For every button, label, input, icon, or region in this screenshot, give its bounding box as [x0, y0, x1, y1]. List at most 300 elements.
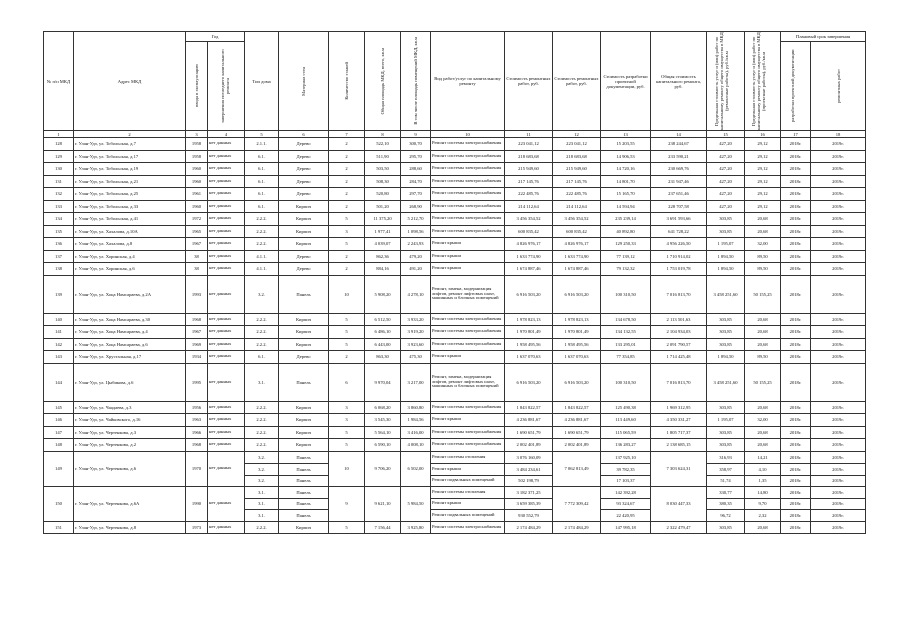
limit-cost2-cell: 50 155,25	[745, 275, 781, 313]
limit-cost2-cell: 1,35	[745, 475, 781, 487]
address-cell: г. Улан-Удэ, ул. Чаадаева, д.3	[74, 401, 186, 414]
last-repair-cell: нет данных	[208, 200, 245, 213]
repair-cost-cell: 222 485,76	[505, 188, 553, 201]
house-type-cell: 2.2.2.	[245, 521, 279, 534]
last-repair-cell: нет данных	[208, 439, 245, 452]
address-cell: г. Улан-Удэ, ул. Хахалова, д.8	[74, 238, 186, 251]
total-area-cell: 863,30	[365, 351, 401, 364]
work-type-cell: Ремонт крыши	[431, 250, 505, 263]
total-area-cell: 3 545,30	[365, 414, 401, 427]
address-cell: г. Улан-Удэ, ул. Хрустальная, д.17	[74, 351, 186, 364]
work-type-cell: Ремонт системы электроснабжения	[431, 338, 505, 351]
address-cell: г. Улан-Удэ, ул. Тобольская, д.17	[74, 150, 186, 163]
column-number: 6	[279, 131, 329, 138]
total-cost-cell: 1 805 717,37	[651, 426, 707, 439]
total-cost-cell: 641 728,22	[651, 225, 707, 238]
address-cell: г. Улан-Удэ, ул. Тобольская, д.19	[74, 163, 186, 176]
house-type-cell: 2.1.1.	[245, 138, 279, 151]
house-type-cell: 6.1.	[245, 200, 279, 213]
last-repair-cell: нет данных	[208, 163, 245, 176]
last-repair-cell: нет данных	[208, 414, 245, 427]
material-cell: Панель	[279, 510, 329, 522]
limit-cost2-cell: 20,68	[745, 313, 781, 326]
work-type-cell: Ремонт, замена, модернизация лифтов, ремонт лифтовых шахт, машинных и блочных помещений	[431, 363, 505, 401]
residential-area-cell: 3 919,20	[401, 326, 431, 339]
row-number: 133	[44, 200, 74, 213]
house-type-cell: 4.1.1.	[245, 263, 279, 276]
year-built-cell: 1966	[186, 426, 208, 439]
row-number: 128	[44, 138, 74, 151]
design-cost-cell: 136 283,27	[601, 439, 651, 452]
floors-cell: 2	[329, 351, 365, 364]
repair-cost-total-cell: 214 112,64	[553, 200, 601, 213]
repair-cost-total-cell: 1 978 823,13	[553, 313, 601, 326]
house-type-cell: 2.2.2.	[245, 225, 279, 238]
last-repair-cell: нет данных	[208, 426, 245, 439]
design-cost-cell: 79 132,32	[601, 263, 651, 276]
column-number: 17	[781, 131, 811, 138]
repair-cost-cell: 930 552,79	[505, 510, 553, 522]
address-cell: г. Улан-Удэ, ул. Тобольская, д.25	[74, 188, 186, 201]
row-number: 150	[44, 487, 74, 522]
deadline-repair-cell: 2019г.	[811, 487, 866, 499]
limit-cost1-cell: 96,72	[707, 510, 745, 522]
total-area-cell: 1 977,41	[365, 225, 401, 238]
limit-cost1-cell: 1 894,50	[707, 263, 745, 276]
table-row	[44, 313, 866, 326]
row-number: 131	[44, 175, 74, 188]
house-type-cell: 2.2.2.	[245, 238, 279, 251]
deadline-design-cell: 2018г.	[781, 200, 811, 213]
deadline-design-cell: 2018г.	[781, 250, 811, 263]
residential-area-cell: 4 008,10	[401, 439, 431, 452]
table-body	[44, 138, 866, 534]
deadline-repair-cell: 2019г.	[811, 475, 866, 487]
deadline-repair-cell: 2019г.	[811, 175, 866, 188]
hdr-total-cost: Общая стоимость капитального ремонта, руб.	[651, 32, 707, 131]
table-row	[44, 225, 866, 238]
repair-cost-total-cell: 600 835,42	[553, 225, 601, 238]
repair-cost-total-cell: 1 958 495,56	[553, 338, 601, 351]
row-number: 137	[44, 250, 74, 263]
total-cost-cell: 2 322 479,47	[651, 521, 707, 534]
limit-cost2-cell: 2,32	[745, 510, 781, 522]
repair-cost-cell: 1 674 887,46	[505, 263, 553, 276]
limit-cost1-cell: 380,35	[707, 498, 745, 510]
total-cost-cell: 7 016 813,70	[651, 363, 707, 401]
material-cell: Кирпич	[279, 401, 329, 414]
year-built-cell: 1968	[186, 439, 208, 452]
design-cost-cell: 235 239,14	[601, 213, 651, 226]
total-cost-cell: 8 030 447,33	[651, 487, 707, 522]
limit-cost2-cell: 29,12	[745, 175, 781, 188]
limit-cost1-cell: 427,20	[707, 163, 745, 176]
last-repair-cell: нет данных	[208, 150, 245, 163]
hdr-year-last-repair-text: завершения последнего капитального ремонта	[220, 48, 230, 123]
repair-cost-cell: 3 182 371,25	[505, 487, 553, 499]
repair-cost-total-cell: 2 002 401,89	[553, 439, 601, 452]
last-repair-cell: нет данных	[208, 313, 245, 326]
column-number: 9	[401, 131, 431, 138]
deadline-design-cell: 2018г.	[781, 510, 811, 522]
design-cost-cell: 40 892,80	[601, 225, 651, 238]
row-number: 140	[44, 313, 74, 326]
limit-cost1-cell: 303,85	[707, 401, 745, 414]
repair-cost-cell: 6 916 503,20	[505, 275, 553, 313]
total-area-cell: 5 908,20	[365, 275, 401, 313]
work-type-cell: Ремонт системы электроснабжения	[431, 439, 505, 452]
row-number: 145	[44, 401, 74, 414]
total-cost-cell: 231 947,46	[651, 175, 707, 188]
design-cost-cell: 134 132,55	[601, 326, 651, 339]
hdr-wall-material-text: Материал стен	[301, 66, 307, 96]
last-repair-cell: нет данных	[208, 213, 245, 226]
last-repair-cell: нет данных	[208, 338, 245, 351]
floors-cell: 2	[329, 263, 365, 276]
total-cost-cell: 2 091 790,57	[651, 338, 707, 351]
last-repair-cell: нет данных	[208, 363, 245, 401]
table-row	[44, 414, 866, 427]
limit-cost2-cell: 20,68	[745, 225, 781, 238]
address-cell: г. Улан-Удэ, ул. Хахалова, д.10А	[74, 225, 186, 238]
row-number: 144	[44, 363, 74, 401]
material-cell: Кирпич	[279, 225, 329, 238]
year-built-cell: 1958	[186, 150, 208, 163]
total-cost-cell: 228 707,58	[651, 200, 707, 213]
column-number: 1	[44, 131, 74, 138]
residential-area-cell: 3 925,80	[401, 521, 431, 534]
material-cell: Панель	[279, 275, 329, 313]
total-area-cell: 6 590,10	[365, 439, 401, 452]
address-cell: г. Улан-Удэ, ул. Тобольская, д.33	[74, 200, 186, 213]
house-type-cell: 3.1.	[245, 498, 279, 510]
house-type-cell: 3.1.	[245, 487, 279, 499]
table-row	[44, 487, 866, 499]
hdr-limit-cost2-text: Предельная стоимость услуг и (или) работ по капитальному ремонту общего имущества в МКД (проектные работы), руб./кв.м	[750, 32, 766, 130]
total-cost-cell: 237 651,46	[651, 188, 707, 201]
material-cell: Панель	[279, 464, 329, 476]
year-built-cell: 38	[186, 250, 208, 263]
deadline-design-cell: 2018г.	[781, 213, 811, 226]
repair-cost-cell: 215 949,60	[505, 163, 553, 176]
hdr-year-built	[186, 41, 208, 130]
house-type-cell: 3.2.	[245, 451, 279, 464]
repair-cost-cell: 3 076 160,09	[505, 451, 553, 464]
limit-cost1-cell: 427,20	[707, 175, 745, 188]
year-built-cell: 1956	[186, 401, 208, 414]
repair-cost-total-cell: 215 949,60	[553, 163, 601, 176]
table-row	[44, 175, 866, 188]
year-built-cell: 1995	[186, 363, 208, 401]
house-type-cell: 3.2.	[245, 464, 279, 476]
hdr-residential-area-text: В том числе площадь помещений МКД, кв.м	[413, 37, 419, 125]
year-built-cell: 1934	[186, 351, 208, 364]
design-cost-cell: 125 490,38	[601, 401, 651, 414]
house-type-cell: 4.1.1.	[245, 250, 279, 263]
repair-cost-total-cell: 6 916 503,20	[553, 363, 601, 401]
deadline-repair-cell: 2019г.	[811, 238, 866, 251]
floors-cell: 5	[329, 326, 365, 339]
table-row	[44, 275, 866, 313]
limit-cost2-cell: 20,68	[745, 326, 781, 339]
work-type-cell: Ремонт системы отопления	[431, 451, 505, 464]
repair-cost-total-cell: 2 174 484,29	[553, 521, 601, 534]
hdr-deadline-repair-text: ремонтных работ	[835, 68, 841, 103]
material-cell: Панель	[279, 475, 329, 487]
residential-area-cell: 491,20	[401, 263, 431, 276]
year-built-cell: 1965	[186, 225, 208, 238]
house-type-cell: 2.2.2.	[245, 439, 279, 452]
deadline-repair-cell: 2019г.	[811, 439, 866, 452]
total-cost-cell: 4 956 226,50	[651, 238, 707, 251]
work-type-cell: Ремонт крыши	[431, 238, 505, 251]
year-built-cell: 1960	[186, 163, 208, 176]
total-cost-cell: 7 303 624,31	[651, 451, 707, 487]
last-repair-cell: нет данных	[208, 521, 245, 534]
work-type-cell: Ремонт системы электроснабжения	[431, 175, 505, 188]
row-number: 149	[44, 451, 74, 487]
table-row	[44, 263, 866, 276]
deadline-design-cell: 2018г.	[781, 175, 811, 188]
table-row	[44, 326, 866, 339]
work-type-cell: Ремонт системы электроснабжения	[431, 401, 505, 414]
repair-cost-cell: 1 633 774,90	[505, 250, 553, 263]
material-cell: Дерево	[279, 138, 329, 151]
total-area-cell: 7 156,44	[365, 521, 401, 534]
total-cost-cell: 3 691 593,66	[651, 213, 707, 226]
limit-cost1-cell: 303,85	[707, 439, 745, 452]
hdr-cost1: Стоимость ремонтных работ, руб.	[505, 32, 553, 131]
table-row	[44, 351, 866, 364]
design-cost-cell: 137 925,10	[601, 451, 651, 464]
total-cost-cell: 1 969 312,95	[651, 401, 707, 414]
address-cell: г. Улан-Удэ, ул. Тобольская, д.7	[74, 138, 186, 151]
total-area-cell: 503,50	[365, 163, 401, 176]
residential-area-cell: 297,70	[401, 188, 431, 201]
limit-cost2-cell: 29,12	[745, 163, 781, 176]
house-type-cell: 6.1.	[245, 175, 279, 188]
deadline-design-cell: 2018г.	[781, 426, 811, 439]
column-number: 13	[601, 131, 651, 138]
limit-cost1-cell: 303,85	[707, 426, 745, 439]
work-type-cell: Ремонт подвальных помещений	[431, 475, 505, 487]
floors-cell: 10	[329, 275, 365, 313]
floors-cell: 5	[329, 313, 365, 326]
repair-cost-cell: 6 916 503,20	[505, 363, 553, 401]
material-cell: Кирпич	[279, 338, 329, 351]
limit-cost2-cell: 20,68	[745, 521, 781, 534]
row-number: 139	[44, 275, 74, 313]
floors-cell: 2	[329, 150, 365, 163]
deadline-design-cell: 2018г.	[781, 498, 811, 510]
year-built-cell: 1961	[186, 188, 208, 201]
year-built-cell: 1990	[186, 487, 208, 522]
material-cell: Панель	[279, 363, 329, 401]
material-cell: Кирпич	[279, 238, 329, 251]
total-cost-cell: 230 669,76	[651, 163, 707, 176]
limit-cost2-cell: 29,12	[745, 188, 781, 201]
repair-cost-total-cell: 1 637 070,63	[553, 351, 601, 364]
last-repair-cell: нет данных	[208, 263, 245, 276]
limit-cost1-cell: 303,85	[707, 225, 745, 238]
address-cell: г. Улан-Удэ, ул. Чайковского, д.16	[74, 414, 186, 427]
deadline-repair-cell: 2019г.	[811, 401, 866, 414]
residential-area-cell: 1 098,56	[401, 225, 431, 238]
deadline-repair-cell: 2019г.	[811, 250, 866, 263]
limit-cost2-cell: 20,68	[745, 426, 781, 439]
repair-cost-total-cell: 223 041,12	[553, 138, 601, 151]
limit-cost1-cell: 303,85	[707, 338, 745, 351]
table-row	[44, 200, 866, 213]
limit-cost1-cell: 303,85	[707, 521, 745, 534]
hdr-deadline-group: Плановый срок завершения	[781, 32, 866, 42]
table-row	[44, 150, 866, 163]
work-type-cell: Ремонт системы электроснабжения	[431, 150, 505, 163]
floors-cell: 6	[329, 363, 365, 401]
house-type-cell: 2.2.2.	[245, 313, 279, 326]
year-built-cell: 1967	[186, 326, 208, 339]
material-cell: Панель	[279, 451, 329, 464]
material-cell: Дерево	[279, 175, 329, 188]
table-row	[44, 163, 866, 176]
repair-cost-cell: 217 145,76	[505, 175, 553, 188]
work-type-cell: Ремонт системы электроснабжения	[431, 200, 505, 213]
table-row	[44, 426, 866, 439]
house-type-cell: 2.2.2.	[245, 426, 279, 439]
hdr-design-cost: Стоимость разработки проектной документации, руб.	[601, 32, 651, 131]
material-cell: Кирпич	[279, 414, 329, 427]
total-area-cell: 508,30	[365, 175, 401, 188]
repair-cost-cell: 2 002 401,89	[505, 439, 553, 452]
residential-area-cell: 479,20	[401, 250, 431, 263]
limit-cost2-cell: 14,80	[745, 487, 781, 499]
last-repair-cell: нет данных	[208, 401, 245, 414]
row-number: 147	[44, 426, 74, 439]
floors-cell: 5	[329, 338, 365, 351]
row-number: 138	[44, 263, 74, 276]
table-row	[44, 451, 866, 464]
design-cost-cell: 100 310,50	[601, 275, 651, 313]
year-built-cell: 1972	[186, 213, 208, 226]
total-area-cell: 501,20	[365, 200, 401, 213]
row-number: 146	[44, 414, 74, 427]
total-cost-cell: 1 710 914,02	[651, 250, 707, 263]
work-type-cell: Ремонт системы электроснабжения	[431, 138, 505, 151]
limit-cost1-cell: 3 458 251,60	[707, 275, 745, 313]
material-cell: Панель	[279, 498, 329, 510]
hdr-address: Адрес МКД	[74, 32, 186, 131]
floors-cell: 2	[329, 138, 365, 151]
material-cell: Кирпич	[279, 521, 329, 534]
design-cost-cell: 115 065,59	[601, 426, 651, 439]
material-cell: Дерево	[279, 150, 329, 163]
work-type-cell: Ремонт системы электроснабжения	[431, 213, 505, 226]
limit-cost2-cell: 20,68	[745, 439, 781, 452]
repair-cost-total-cell: 7 062 813,49	[553, 451, 601, 487]
total-cost-cell: 2 138 685,15	[651, 439, 707, 452]
limit-cost2-cell: 20,68	[745, 338, 781, 351]
deadline-repair-cell: 2019г.	[811, 275, 866, 313]
limit-cost1-cell: 427,20	[707, 200, 745, 213]
repair-cost-cell: 502 198,79	[505, 475, 553, 487]
work-type-cell: Ремонт крыши	[431, 414, 505, 427]
repair-cost-cell: 1 843 822,57	[505, 401, 553, 414]
house-type-cell: 3.2.	[245, 275, 279, 313]
deadline-design-cell: 2018г.	[781, 363, 811, 401]
total-cost-cell: 1 753 019,78	[651, 263, 707, 276]
column-number: 8	[365, 131, 401, 138]
work-type-cell: Ремонт системы электроснабжения	[431, 163, 505, 176]
deadline-repair-cell: 2019г.	[811, 200, 866, 213]
hdr-floors-text: Количество этажей	[344, 62, 350, 100]
address-cell: г. Улан-Удэ, ул. Чертенкова, д.2	[74, 439, 186, 452]
repair-cost-cell: 223 041,12	[505, 138, 553, 151]
hdr-residential-area	[401, 32, 431, 131]
floors-cell: 9	[329, 487, 365, 522]
limit-cost2-cell: 89,50	[745, 263, 781, 276]
total-cost-cell: 2 113 501,63	[651, 313, 707, 326]
address-cell: г. Улан-Удэ, ул. Тобольская, д.41	[74, 213, 186, 226]
hdr-no: № п/п МКД	[44, 32, 74, 131]
house-type-cell: 6.1.	[245, 150, 279, 163]
hdr-limit-cost2	[745, 32, 781, 131]
hdr-wall-material	[279, 32, 329, 131]
residential-area-cell: 6 502,00	[401, 451, 431, 487]
column-number: 12	[553, 131, 601, 138]
floors-cell: 2	[329, 250, 365, 263]
residential-area-cell: 5 212,70	[401, 213, 431, 226]
limit-cost1-cell: 1 894,50	[707, 250, 745, 263]
limit-cost2-cell: 20,68	[745, 213, 781, 226]
deadline-repair-cell: 2019г.	[811, 426, 866, 439]
repair-cost-total-cell: 4 236 881,67	[553, 414, 601, 427]
row-number: 135	[44, 225, 74, 238]
deadline-design-cell: 2018г.	[781, 439, 811, 452]
design-cost-cell: 15 203,55	[601, 138, 651, 151]
residential-area-cell: 4 278,10	[401, 275, 431, 313]
total-cost-cell: 4 350 331,27	[651, 414, 707, 427]
hdr-house-type: Тип дома	[245, 32, 279, 131]
hdr-total-area	[365, 32, 401, 131]
design-cost-cell: 14 801,70	[601, 175, 651, 188]
deadline-repair-cell: 2019г.	[811, 263, 866, 276]
floors-cell: 5	[329, 426, 365, 439]
limit-cost2-cell: 4,10	[745, 464, 781, 476]
residential-area-cell: 295,70	[401, 150, 431, 163]
address-cell: г. Улан-Удэ, ул. Хоца Намсараева, д.6	[74, 338, 186, 351]
work-type-cell: Ремонт системы отопления	[431, 487, 505, 499]
floors-cell: 10	[329, 451, 365, 487]
deadline-repair-cell: 2019г.	[811, 188, 866, 201]
hdr-year-last-repair	[208, 41, 245, 130]
hdr-limit-cost1	[707, 32, 745, 131]
total-area-cell: 6 486,10	[365, 326, 401, 339]
repair-cost-cell: 214 112,64	[505, 200, 553, 213]
material-cell: Дерево	[279, 263, 329, 276]
deadline-design-cell: 2018г.	[781, 275, 811, 313]
design-cost-cell: 133 295,01	[601, 338, 651, 351]
floors-cell: 3	[329, 225, 365, 238]
year-built-cell: 1960	[186, 175, 208, 188]
deadline-repair-cell: 2019г.	[811, 414, 866, 427]
year-built-cell: 1969	[186, 338, 208, 351]
hdr-deadline-repair	[811, 41, 866, 130]
year-built-cell: 1968	[186, 313, 208, 326]
total-area-cell: 9 970,04	[365, 363, 401, 401]
house-type-cell: 2.2.2.	[245, 414, 279, 427]
repair-cost-total-cell: 1 674 887,46	[553, 263, 601, 276]
residential-area-cell: 5 984,50	[401, 487, 431, 522]
